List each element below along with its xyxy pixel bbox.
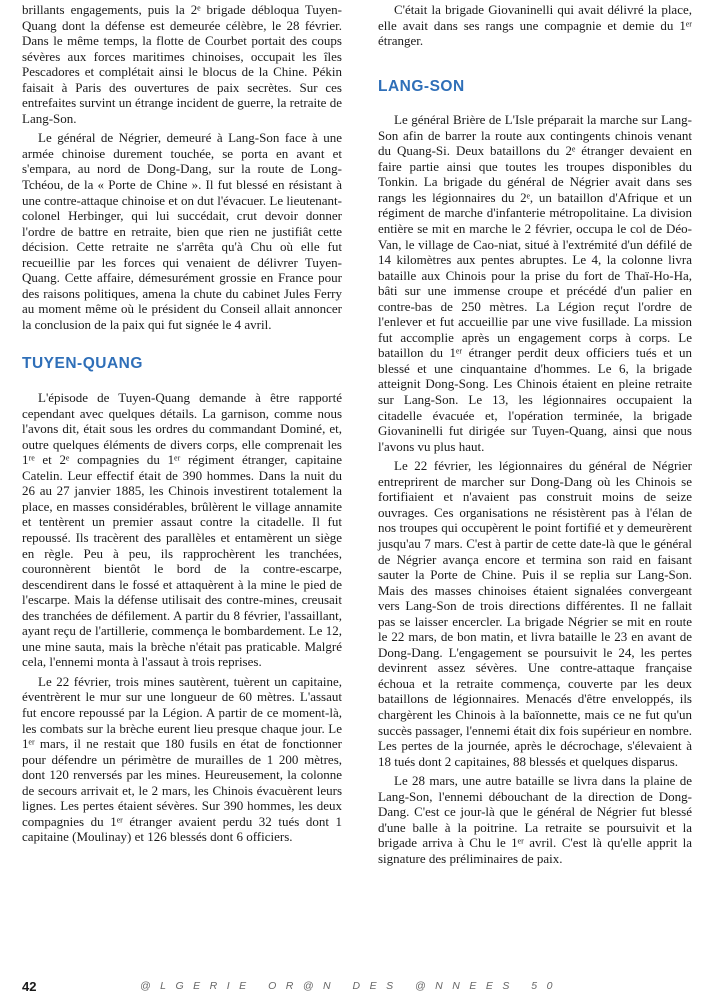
right-column	[378, 2, 692, 866]
page-footer	[22, 972, 692, 994]
section-heading-lang-son: LANG-SON	[378, 77, 465, 95]
paragraph: Le 22 février, les légionnaires du général de Négrier entreprirent de marcher sur Dong-Dang où les Chinois se fortifiaient et n'avaient pas construit moins de seize ouvrages. Ces organisations ne résistèrent pas à l'élan de nos troupes qui occupèrent le point fortifié et y demeurèrent jusqu'au 7 mars. C'est à partir de cette date-là que le général de Négrier avança encore et termina son raid en faisant sauter la Porte de Chine. Puis il se replia sur Lang-Son. Mais des masses chinoises étaient signalées convergeant vers Lang-Son de trois directions différentes. Il ne fallait pas se laisser encercler. La brigade Négrier se mit en route le 22 mars, de bon matin, et livra bataille le 23 en avant de Dong-Dang. L'engagement se poursuivit le 24, les pertes devinrent assez sévères. Une contre-attaque française échoua et la retraite commença, couverte par les deux bataillons de légionnaires. Menacés d'être enveloppés, ils chargèrent les Chinois à la baïonnette, mais ce ne fut qu'un succès passager, l'ennemi était dix fois supérieur en nombre. Les pertes de la journée, après le décrochage, s'élevaient à 18 tués dont 2 capitaines, 88 blessés et quelques disparus.	[378, 458, 692, 769]
paragraph: C'était la brigade Giovaninelli qui avait délivré la place, elle avait dans ses rangs une compagnie et demie du 1ᵉʳ étranger.	[378, 2, 692, 49]
page-number: 42	[22, 979, 37, 994]
paragraph: Le 22 février, trois mines sautèrent, tuèrent un capitaine, éventrèrent le mur sur une longueur de 60 mètres. L'assaut fut encore repoussé par la Légion. A partir de ce moment-là, les combats sur la brèche eurent lieu presque chaque jour. Le 1ᵉʳ mars, il ne restait que 180 fusils en état de fonctionner pour défendre un périmètre de murailles de 1 200 mètres, dont 120 renversés par les mines. Heureusement, la colonne de secours arrivait et, le 2 mars, les Chinois évacuèrent leurs lignes. Les pertes étaient sévères. Sur 390 hommes, les deux compagnies du 1ᵉʳ étranger avaient perdu 32 tués dont 1 capitaine (Moulinay) et 126 blessés dont 6 officiers.	[22, 673, 342, 845]
paragraph: Le général de Négrier, demeuré à Lang-Son face à une armée chinoise durement touchée, se porta en avant et s'empara, au nord de Dong-Dang, sur la route de Long-Tchéou, de la « Porte de Chine ». Il fut blessé en résistant à une contre-attaque chinoise et on dut l'évacuer. Le lieutenant-colonel Herbinger, qui lui succédait, crut devoir donner l'ordre de battre en retraite, bien que rien ne justifiât cette décision. Cette retraite ne s'arrêta qu'à Chu où elle fut recueillie par les forces qui venaient de délivrer Tuyen-Quang. Cette affaire, démesurément grossie en France pour des raisons politiques, amena la chute du cabinet Jules Ferry au moment même où le président du Conseil allait annoncer la conclusion de la paix qui fut signée le 4 avril.	[22, 130, 342, 332]
left-column	[22, 2, 342, 845]
section-heading-tuyen-quang: TUYEN-QUANG	[22, 355, 143, 373]
watermark: @LGERIE OR@N DES @NNEES 50	[140, 980, 562, 992]
paragraph: Le général Brière de L'Isle préparait la marche sur Lang-Son afin de barrer la route aux contingents chinois venant du Quang-Si. Deux bataillons du 2ᵉ étranger devaient en faire partie ainsi que toutes les troupes disponibles du Tonkin. La brigade du général de Négrier avait dans ses rangs les légionnaires du 2ᵉ, un bataillon d'Afrique et un régiment de marche d'infanterie métropolitaine. La division entière se mit en marche le 2 février, occupa le col de Déo-Van, le village de Cao-niat, situé à l'extrémité d'un défilé de 14 kilomètres aux pentes abruptes. Le 4, la colonne livra bataille aux Chinois pour la prise du fort de Thaï-Ho-Ha, bâti sur une immense croupe et précédé d'un palier en contre-bas de 250 mètres. La Légion reçut l'ordre de l'enlever et fut accueillie par une vive fusillade. La mission fut accomplie après un engagement corps à corps. Le bataillon du 1ᵉʳ étranger perdit deux officiers tués et un blessé et une cinquantaine d'hommes. Le 6, la brigade atteignit Dong-Song. Les Chinois étaient en pleine retraite sur Lang-Son. Le 13, les légionnaires occupaient la citadelle évacuée et, l'opération terminée, la brigade Giovaninelli fut dirigée sur Tuyen-Quang, ainsi que nous l'avons vu plus haut.	[378, 112, 692, 454]
paragraph: L'épisode de Tuyen-Quang demande à être rapporté cependant avec quelques détails. La garnison, comme nous l'avons dit, était sous les ordres du commandant Dominé, et, outre quelques éléments de divers corps, elle comprenait les 1ʳᵉ et 2ᵉ compagnies du 1ᵉʳ régiment étranger, capitaine Catelin. Leur effectif était de 390 hommes. Dans la nuit du 26 au 27 janvier 1885, les Chinois investirent totalement la place, en masses considérables, brûlèrent le village annamite et tentèrent un premier assaut contre la citadelle. Il fut repoussé. Ils tracèrent des parallèles et entamèrent un siège en règle. Peu à peu, ils rapprochèrent les tranchées, couronnèrent bientôt le bord de la contre-escarpe, descendirent dans le fossé et attaquèrent à la mine le pied de l'escarpe. Mais la défense utilisait des contre-mines, creusait des tranchées de défilement. A partir du 8 février, l'assaillant, ayant reçu de l'artillerie, commença le bombardement. Le 12, une mine sauta, mais la brèche n'était pas praticable. Malgré cela, l'ennemi monta à l'assaut à trois reprises.	[22, 390, 342, 670]
paragraph: brillants engagements, puis la 2ᵉ brigade débloqua Tuyen-Quang dont la défense est demeurée célèbre, le 28 février. Dans le même temps, la flotte de Courbet portait des coups sévères aux forces maritimes chinoises, occupait les îles Pescadores et complétait ainsi le blocus de la Chine. Pékin faisait à Paris des ouvertures de paix secrètes. Sur ces entrefaites survint un étrange incident de guerre, la retraite de Lang-Son.	[22, 2, 342, 126]
paragraph: Le 28 mars, une autre bataille se livra dans la plaine de Lang-Son, l'ennemi débouchant de la direction de Dong-Dang. C'est ce jour-là que le général de Négrier fut blessé d'une balle à la poitrine. La retraite se poursuivit et la brigade arriva à Chu le 1ᵉʳ avril. C'est là qu'elle apprit la signature des préliminaires de paix.	[378, 773, 692, 866]
